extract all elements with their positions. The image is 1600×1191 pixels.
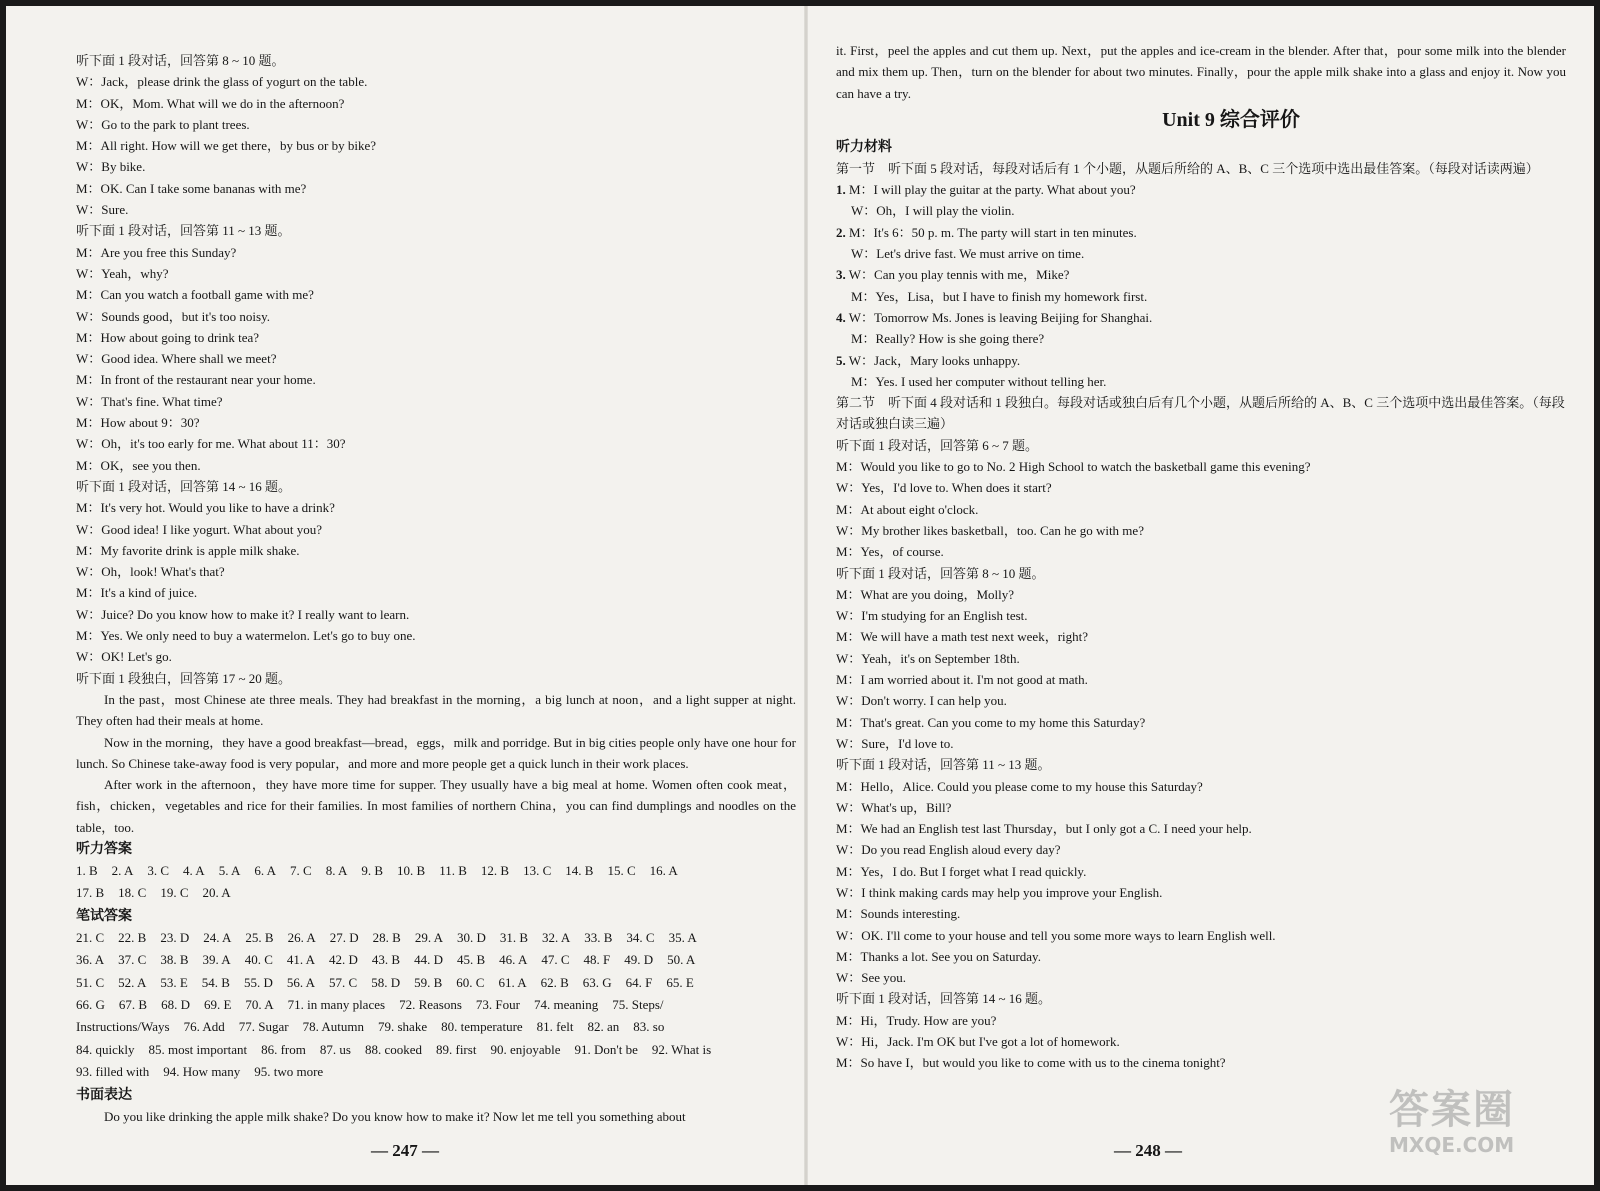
answer-item: 4. A [183,862,205,878]
dialogue-line: W：I'm studying for an English test. [836,608,1028,624]
question-number: 1. [836,182,846,198]
dialogue-line: M：Really? How is she going there? [851,331,1045,347]
answer-item: 83. so [633,1019,665,1035]
answer-item: 52. A [118,974,147,990]
page-number-right: — 248 — [1114,1141,1182,1160]
answer-item: 79. shake [377,1019,428,1035]
numbered-dialogue-line [836,264,1566,285]
listening-answers-heading: 听力答案 [76,840,132,857]
answer-item: 75. Steps/ [612,997,664,1013]
answer-item: 28. B [372,929,401,945]
answer-item: 88. cooked [364,1041,422,1057]
answer-row [76,1016,796,1038]
answer-item: 8. A [325,862,348,878]
dialogue-text: M：I will play the guitar at the party. What about you? [849,182,1136,198]
answer-item: 77. Sugar [238,1019,289,1035]
dialogue-line: W：My brother likes basketball，too. Can he go with me? [836,522,1144,538]
dialogue-line: M：What are you doing，Molly? [836,586,1014,602]
question-instruction: 听下面 1 段对话，回答第 11 ~ 13 题。 [836,757,1051,773]
answer-item: 2. A [111,862,134,878]
dialogue-line: M：Yes，of course. [836,544,944,560]
dialogue-line: W：Go to the park to plant trees. [76,116,250,132]
answer-item: 74. meaning [533,997,599,1013]
dialogue-line: W：Oh，look! What's that? [76,564,225,580]
answer-item: 12. B [480,862,510,878]
dialogue-line: W：I think making cards may help you improve your English. [836,884,1163,900]
dialogue-line: W：Jack，please drink the glass of yogurt on the table. [76,74,368,90]
answer-item: 14. B [565,862,594,878]
answer-item: 48. F [583,952,611,968]
page-number-left: — 247 — [371,1141,439,1160]
right-column [836,40,1566,1074]
question-number: 4. [836,309,846,325]
answer-item: 90. enjoyable [490,1041,561,1057]
numbered-dialogue-line [836,179,1566,200]
listening-script-part2 [836,435,1566,1074]
dialogue-line: M：My favorite drink is apple milk shake. [76,542,300,558]
dialogue-line: M：Can you watch a football game with me? [76,287,314,303]
dialogue-line: M：OK. Can I take some bananas with me? [76,180,307,196]
answer-item: 55. D [243,974,273,990]
answer-item: 61. A [498,974,527,990]
page-247 [6,6,806,1185]
answer-item: 57. C [329,974,358,990]
dialogue-line: M：I am worried about it. I'm not good at math. [836,672,1088,688]
dialogue-text: W：Tomorrow Ms. Jones is leaving Beijing for Shanghai. [848,309,1153,325]
section-1-dialogues [836,179,1566,392]
answer-item: 24. A [203,929,232,945]
answer-item: 62. B [540,974,569,990]
written-answers [76,927,796,1084]
answer-item: 66. G [76,997,105,1013]
answer-item: 39. A [202,952,231,968]
dialogue-line: W：Sure. [76,202,129,218]
dialogue-line: M：Would you like to go to No. 2 High School to watch the basketball game this evening? [836,459,1311,475]
answer-item: 92. What is [651,1041,712,1057]
dialogue-line: W：Sure，I'd love to. [836,735,954,751]
answer-item: 11. B [439,862,467,878]
answer-item: 45. B [456,952,486,968]
written-answers-heading: 笔试答案 [76,907,132,924]
answer-item: 58. D [371,974,401,990]
answer-item: 76. Add [183,1019,225,1035]
answer-item: 22. B [118,929,147,945]
answer-item: Instructions/Ways [76,1019,170,1035]
dialogue-line: M：All right. How will we get there，by bus or by bike? [76,138,377,154]
listening-script-part1 [76,50,796,689]
answer-item: 23. D [160,929,190,945]
answer-item: 44. D [414,952,443,968]
answer-item: 63. G [582,974,612,990]
dialogue-text: M：It's 6：50 p. m. The party will start in ten minutes. [849,224,1137,240]
answer-item: 49. D [624,952,654,968]
answer-item: 43. B [371,952,401,968]
answer-item: 59. B [414,974,443,990]
dialogue-line: W：That's fine. What time? [76,393,223,409]
dialogue-line: W：Oh，it's too early for me. What about 11：30? [76,436,346,452]
numbered-dialogue-line [836,307,1566,328]
answer-item: 9. B [361,862,384,878]
answer-item: 17. B [76,885,105,901]
answer-item: 73. Four [475,997,520,1013]
answer-row [76,949,796,971]
dialogue-line: W：Juice? Do you know how to make it? I really want to learn. [76,606,410,622]
question-number: 2. [836,224,846,240]
monologue-paragraph: Now in the morning，they have a good breakfast—bread，eggs，milk and porridge. But in big cities people only have one hour for lunch. So Chinese take-away food is very popular，and more and more people get a quick lunch in their work places. [76,734,796,771]
listening-answers [76,860,796,905]
page-248 [806,6,1594,1185]
dialogue-line: W：Hi，Jack. I'm OK but I've got a lot of homework. [836,1034,1120,1050]
answer-item: 64. F [625,974,653,990]
monologue-paragraphs [76,689,796,838]
answer-item: 53. E [160,974,188,990]
answer-item: 94. How many [163,1064,241,1080]
question-instruction: 听下面 1 段对话，回答第 14 ~ 16 题。 [76,478,292,494]
answer-item: 87. us [319,1041,351,1057]
answer-item: 32. A [542,929,571,945]
answer-item: 38. B [160,952,189,968]
answer-item: 41. A [286,952,316,968]
dialogue-line: W：Let's drive fast. We must arrive on time. [851,246,1085,262]
dialogue-line: M：Sounds interesting. [836,906,961,922]
question-instruction: 听下面 1 段对话，回答第 14 ~ 16 题。 [836,991,1052,1007]
answer-item: 37. C [118,952,147,968]
answer-item: 95. two more [254,1064,324,1080]
answer-item: 89. first [435,1041,477,1057]
question-instruction: 听下面 1 段对话，回答第 8 ~ 10 题。 [836,565,1045,581]
dialogue-line: M：Yes. I used her computer without telling her. [851,373,1107,389]
answer-item: 5. A [218,862,241,878]
answer-item: 47. C [541,952,570,968]
answer-item: 15. C [607,862,636,878]
answer-item: 33. B [584,929,613,945]
answer-row [76,994,796,1016]
answer-item: 18. C [118,885,147,901]
dialogue-line: M：Hi，Trudy. How are you? [836,1012,997,1028]
answer-item: 31. B [499,929,529,945]
dialogue-line: M：We had an English test last Thursday，but I only got a C. I need your help. [836,821,1252,837]
dialogue-line: W：Yeah，it's on September 18th. [836,650,1020,666]
numbered-dialogue-line [836,222,1566,243]
dialogue-line: M：Hello，Alice. Could you please come to my house this Saturday? [836,778,1203,794]
document-spread [6,6,1594,1185]
answer-item: 93. filled with [76,1064,150,1080]
dialogue-line: M：We will have a math test next week，right? [836,629,1089,645]
answer-item: 91. Don't be [574,1041,638,1057]
dialogue-line: W：Yes，I'd love to. When does it start? [836,480,1052,496]
dialogue-line: M：In front of the restaurant near your home. [76,372,316,388]
answer-item: 46. A [499,952,528,968]
monologue-paragraph: After work in the afternoon，they have more time for supper. They usually have a big meal at home. Women often cook meat，fish，chicken，vegetables and rice for their families. In most families of northern China，you can find dumplings and noodles on the table，too. [76,777,796,835]
answer-item: 86. from [261,1041,306,1057]
answer-item: 51. C [76,974,105,990]
dialogue-line: M：Are you free this Sunday? [76,244,237,260]
left-column [76,50,796,1127]
question-number: 3. [836,267,846,283]
answer-item: 1. B [76,862,98,878]
dialogue-line: M：Yes. We only need to buy a watermelon. Let's go to buy one. [76,628,416,644]
dialogue-line: M：So have I，but would you like to come with us to the cinema tonight? [836,1055,1226,1071]
answer-item: 60. C [456,974,485,990]
dialogue-line: M：How about 9：30? [76,415,200,431]
answer-item: 19. C [160,885,189,901]
answer-item: 29. A [414,929,443,945]
dialogue-line: W：Yeah，why? [76,265,169,281]
question-instruction: 听下面 1 段对话，回答第 8 ~ 10 题。 [76,53,285,68]
answer-item: 27. D [329,929,359,945]
answer-item: 25. B [245,929,274,945]
dialogue-line: M：Yes，Lisa，but I have to finish my homework first. [851,288,1148,304]
writing-continuation: it. First，peel the apples and cut them up. Next，put the apples and ice-cream in the blender. After that，pour some milk into the blender and mix them up. Then，turn on the blender for about two minutes. Finally，pour the apple milk shake into a glass and enjoy it. Now you can have a try. [836,43,1566,101]
answer-item: 35. A [668,929,697,945]
answer-item: 78. Autumn [302,1019,364,1035]
question-number: 5. [836,352,846,368]
dialogue-text: W：Can you play tennis with me，Mike? [848,267,1070,283]
dialogue-line: W：OK! Let's go. [76,649,172,665]
answer-item: 7. C [290,862,312,878]
answer-item: 85. most important [148,1041,248,1057]
dialogue-line: W：See you. [836,970,907,986]
answer-item: 20. A [202,885,231,901]
answer-item: 6. A [254,862,277,878]
writing-heading: 书面表达 [76,1086,132,1103]
answer-item: 34. C [626,929,655,945]
materials-heading: 听力材料 [836,138,892,155]
answer-item: 13. C [523,862,552,878]
answer-row [76,1061,796,1083]
answer-item: 67. B [118,997,148,1013]
answer-item: 10. B [397,862,426,878]
answer-item: 42. D [329,952,358,968]
section-2-instructions: 第二节 听下面 4 段对话和 1 段独白。每段对话或独白后有几个小题，从题后所给的 A、B、C 三个选项中选出最佳答案。（每段对话或独白读三遍） [836,395,1565,432]
answer-item: 54. B [201,974,230,990]
dialogue-line: M：How about going to drink tea? [76,329,260,345]
answer-item: 21. C [76,929,105,945]
dialogue-line: M：It's very hot. Would you like to have a drink? [76,500,335,516]
dialogue-line: W：Sounds good，but it's too noisy. [76,308,270,324]
answer-item: 71. in many places [287,997,386,1013]
dialogue-line: M：OK，see you then. [76,457,201,473]
numbered-dialogue-line [836,350,1566,371]
dialogue-line: M：It's a kind of juice. [76,585,198,601]
answer-item: 26. A [287,929,316,945]
answer-row [76,860,796,882]
answer-item: 16. A [649,862,678,878]
answer-row [76,1039,796,1061]
watermark-url: MXQE.COM [1389,1133,1515,1157]
watermark-logo [1389,1087,1554,1167]
answer-row [76,927,796,949]
dialogue-line: W：Good idea. Where shall we meet? [76,351,277,367]
dialogue-line: W：OK. I'll come to your house and tell you some more ways to learn English well. [836,927,1276,943]
dialogue-line: W：Do you read English aloud every day? [836,842,1061,858]
answer-row [76,882,796,904]
dialogue-line: M：OK，Mom. What will we do in the afternoon? [76,95,345,111]
answer-item: 65. E [666,974,694,990]
dialogue-line: W：By bike. [76,159,146,175]
dialogue-line: W：Good idea! I like yogurt. What about you? [76,521,322,537]
question-instruction: 听下面 1 段对话，回答第 11 ~ 13 题。 [76,223,291,239]
dialogue-line: W：Don't worry. I can help you. [836,693,1007,709]
dialogue-line: M：At about eight o'clock. [836,501,979,517]
answer-item: 40. C [244,952,273,968]
answer-item: 72. Reasons [399,997,462,1013]
answer-item: 30. D [456,929,486,945]
question-instruction: 听下面 1 段独白，回答第 17 ~ 20 题。 [76,670,292,686]
monologue-paragraph: In the past，most Chinese ate three meals. They had breakfast in the morning，a big lunch at noon，and a light supper at night. They often had their meals at home. [76,691,796,729]
watermark-logo-text: 答案圈 [1389,1087,1515,1133]
answer-item: 69. E [203,997,232,1013]
dialogue-text: W：Jack，Mary looks unhappy. [848,352,1021,368]
answer-item: 80. temperature [441,1019,523,1035]
answer-item: 3. C [147,862,170,878]
section-1-instructions: 第一节 听下面 5 段对话，每段对话后有 1 个小题，从题后所给的 A、B、C 三个选项中选出最佳答案。（每段对话读两遍） [836,160,1539,176]
answer-item: 70. A [245,997,274,1013]
writing-text: Do you like drinking the apple milk shake? Do you know how to make it? Now let me tell you something about [104,1108,686,1124]
answer-item: 81. felt [536,1019,574,1035]
unit-title: Unit 9 综合评价 [1162,108,1300,131]
answer-item: 36. A [76,952,105,968]
dialogue-line: M：That's great. Can you come to my home this Saturday? [836,714,1146,730]
answer-item: 68. D [161,997,190,1013]
question-instruction: 听下面 1 段对话，回答第 6 ~ 7 题。 [836,437,1039,453]
answer-item: 50. A [667,952,696,968]
dialogue-line: W：Oh，I will play the violin. [851,203,1015,219]
dialogue-line: W：What's up，Bill? [836,799,952,815]
answer-item: 56. A [286,974,316,990]
answer-item: 84. quickly [76,1041,135,1057]
answer-item: 82. an [587,1019,620,1035]
dialogue-line: M：Thanks a lot. See you on Saturday. [836,948,1041,964]
answer-row [76,972,796,994]
dialogue-line: M：Yes，I do. But I forget what I read quickly. [836,863,1087,879]
